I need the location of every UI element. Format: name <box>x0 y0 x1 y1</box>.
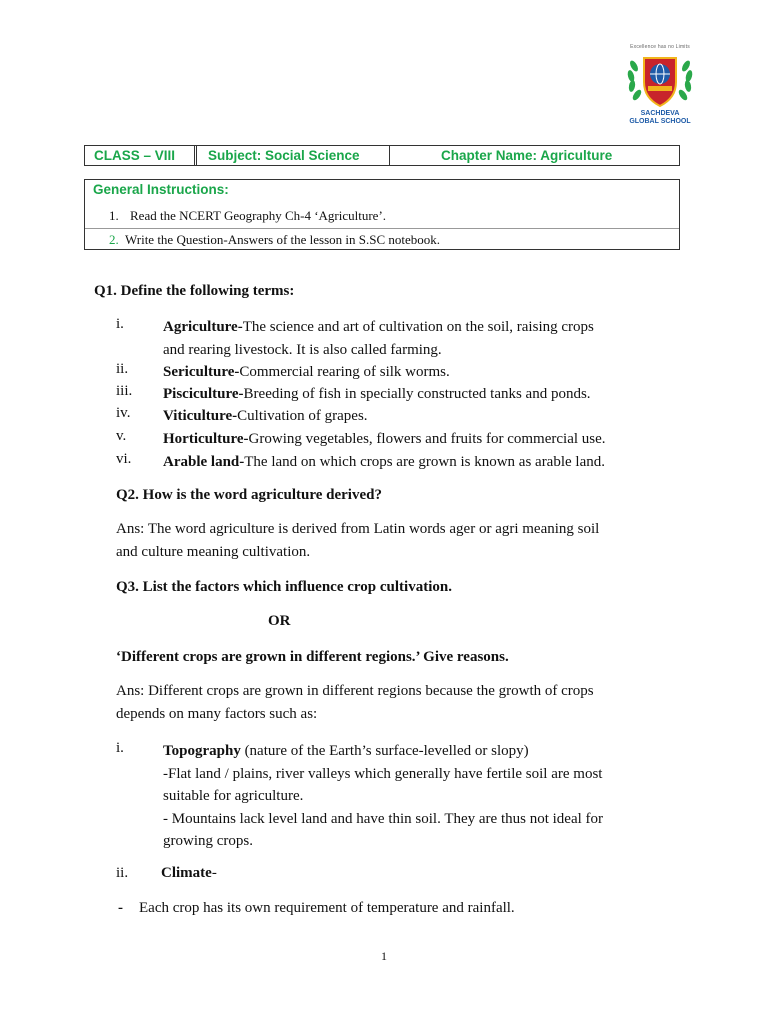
school-logo <box>614 44 706 128</box>
instructions-title: General Instructions: <box>93 182 229 197</box>
term-item <box>163 316 703 361</box>
term-name: Pisciculture- <box>163 386 244 402</box>
term-item <box>163 405 703 428</box>
factor-note: (nature of the Earth’s surface-levelled or slopy) <box>240 743 529 759</box>
term-name: Horticulture- <box>163 431 249 447</box>
term-definition: Growing vegetables, flowers and fruits for commercial use. <box>248 431 606 447</box>
term-number: iii. <box>116 383 133 399</box>
factor-item <box>161 865 217 882</box>
instructions-box <box>84 179 680 250</box>
q2-title: Q2. How is the word agriculture derived? <box>116 487 382 503</box>
header-divider <box>389 146 390 165</box>
bullet-text: Each crop has its own requirement of temperature and rainfall. <box>139 900 515 916</box>
term-name: Sericulture- <box>163 364 240 380</box>
logo-name-line1: SACHDEVA <box>640 110 680 117</box>
header-table <box>84 145 680 166</box>
term-item <box>163 428 703 451</box>
term-definition: Cultivation of grapes. <box>237 408 368 424</box>
term-definition: Breeding of fish in specially constructed tanks and ponds. <box>243 386 591 402</box>
or-label: OR <box>268 613 291 629</box>
term-number: v. <box>116 428 127 444</box>
term-definition: The science and art of cultivation on the soil, raising crops <box>242 319 594 335</box>
term-number: vi. <box>116 451 132 467</box>
term-definition: The land on which crops are grown is known as arable land. <box>244 454 605 470</box>
factor-line: growing crops. <box>163 833 253 849</box>
instruction-number: 1. <box>109 208 119 223</box>
term-item <box>163 361 703 384</box>
term-number: iv. <box>116 405 131 421</box>
header-divider <box>194 146 195 165</box>
q3-answer: Ans: Different crops are grown in different regions because the growth of crops <box>116 683 594 699</box>
factor-line: suitable for agriculture. <box>163 788 304 804</box>
factor-number: i. <box>116 740 124 756</box>
factor-number: ii. <box>116 865 129 881</box>
logo-tagline: Excellence has no Limits <box>630 44 690 50</box>
term-definition: Commercial rearing of silk worms. <box>239 364 450 380</box>
term-item <box>163 383 703 406</box>
instruction-text: Read the NCERT Geography Ch-4 ‘Agriculture’. <box>130 208 387 223</box>
q3-answer-cont: depends on many factors such as: <box>116 706 318 722</box>
subject-label: Subject: Social Science <box>208 148 360 163</box>
chapter-label: Chapter Name: Agriculture <box>441 148 613 163</box>
term-item <box>163 451 703 474</box>
factor-line: -Flat land / plains, river valleys which generally have fertile soil are most <box>163 765 603 782</box>
factor-name: Climate <box>161 865 212 881</box>
factor-item <box>163 740 703 853</box>
term-name: Viticulture- <box>163 408 238 424</box>
instruction-text: Write the Question-Answers of the lesson in S.SC notebook. <box>125 232 441 247</box>
bullet-dash: - <box>118 900 123 916</box>
instruction-item <box>109 208 386 224</box>
q1-title: Q1. Define the following terms: <box>94 283 295 299</box>
factor-dash: - <box>211 865 217 881</box>
class-label: CLASS – VIII <box>94 148 176 163</box>
term-definition-cont: and rearing livestock. It is also called farming. <box>163 341 442 358</box>
q2-answer-cont: and culture meaning cultivation. <box>116 544 311 560</box>
factor-name: Topography <box>163 743 241 759</box>
term-name: Arable land- <box>163 454 245 470</box>
q3-alt-title: ‘Different crops are grown in different regions.’ Give reasons. <box>116 649 509 665</box>
term-number: ii. <box>116 361 129 377</box>
term-number: i. <box>116 316 124 332</box>
q3-title: Q3. List the factors which influence crop cultivation. <box>116 579 452 595</box>
instructions-divider <box>85 228 679 229</box>
page-number: 1 <box>381 949 387 963</box>
q2-answer: Ans: The word agriculture is derived from Latin words ager or agri meaning soil <box>116 521 600 537</box>
instruction-item <box>109 232 440 248</box>
instruction-number: 2. <box>109 232 119 247</box>
school-crest-icon <box>624 52 696 108</box>
factor-line: - Mountains lack level land and have thin soil. They are thus not ideal for <box>163 810 604 827</box>
header-divider <box>196 146 197 165</box>
term-name: Agriculture- <box>163 319 243 335</box>
logo-name-line2: GLOBAL SCHOOL <box>629 118 691 125</box>
